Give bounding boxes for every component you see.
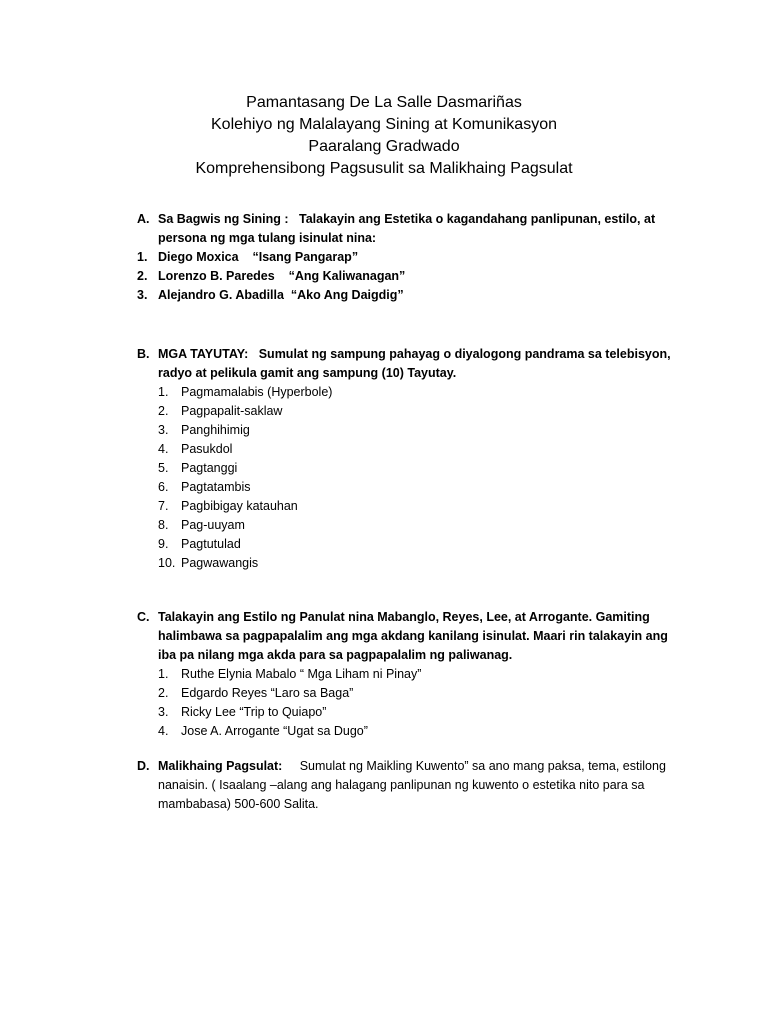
list-item: 7. Pagbibigay katauhan <box>158 499 298 513</box>
section-b-letter: B. <box>137 347 150 361</box>
list-item: 5. Pagtanggi <box>158 461 238 475</box>
list-item: 4. Pasukdol <box>158 442 233 456</box>
list-item: 1. Pagmamalabis (Hyperbole) <box>158 385 333 399</box>
list-item: 3. Alejandro G. Abadilla “Ako Ang Daigdig” <box>137 288 404 302</box>
list-item: 8. Pag-uuyam <box>158 518 245 532</box>
section-b-title: MGA TAYUTAY: <box>158 347 249 361</box>
section-a-title: Sa Bagwis ng Sining : <box>158 212 289 226</box>
university-name: Pamantasang De La Salle Dasmariñas <box>246 94 522 111</box>
list-item: 2. Pagpapalit-saklaw <box>158 404 283 418</box>
section-d <box>137 757 682 814</box>
document-header <box>0 92 768 180</box>
section-a-list <box>137 248 682 305</box>
list-item: 2. Edgardo Reyes “Laro sa Baga” <box>158 686 354 700</box>
section-d-text: Sumulat ng Maikling Kuwento” sa ano mang paksa, tema, estilong nanaisin. ( Isaalang –alang ang halagang panlipunan ng kuwento o estetika nito para sa mambabasa) 500-600 Salita. <box>158 759 666 811</box>
list-item: 4. Jose A. Arrogante “Ugat sa Dugo” <box>158 724 368 738</box>
list-item: 10. Pagwawangis <box>158 556 259 570</box>
section-d-letter: D. <box>137 759 150 773</box>
section-b <box>137 345 682 573</box>
section-b-text: Sumulat ng sampung pahayag o diyalogong pandrama sa telebisyon, radyo at pelikula gamit ang sampung (10) Tayutay. <box>158 347 671 380</box>
section-c <box>137 608 682 741</box>
list-item: 9. Pagtutulad <box>158 537 241 551</box>
authors-list <box>137 665 682 741</box>
list-item: 1. Ruthe Elynia Mabalo “ Mga Liham ni Pinay” <box>158 667 422 681</box>
college-name: Kolehiyo ng Malalayang Sining at Komunikasyon <box>211 116 557 133</box>
section-c-text: Talakayin ang Estilo ng Panulat nina Mabanglo, Reyes, Lee, at Arrogante. Gamiting halimbawa sa pagpapalalim ang mga akdang kanilang isinulat. Maari rin talakayin ang iba pa nilang mga akda para sa pagpapalalim ng paliwanag. <box>158 610 668 662</box>
section-a-text: Talakayin ang Estetika o kagandahang panlipunan, estilo, at persona ng mga tulang isinulat nina: <box>158 212 656 245</box>
section-d-title: Malikhaing Pagsulat: <box>158 759 283 773</box>
section-c-letter: C. <box>137 610 150 624</box>
list-item: 2. Lorenzo B. Paredes “Ang Kaliwanagan” <box>137 269 406 283</box>
exam-title: Komprehensibong Pagsusulit sa Malikhaing Pagsulat <box>195 160 573 177</box>
list-item: 1. Diego Moxica “Isang Pangarap” <box>137 250 359 264</box>
list-item: 3. Panghihimig <box>158 423 250 437</box>
list-item: 3. Ricky Lee “Trip to Quiapo” <box>158 705 327 719</box>
school-name: Paaralang Gradwado <box>308 138 460 155</box>
section-a-letter: A. <box>137 212 150 226</box>
section-a <box>137 210 682 305</box>
list-item: 6. Pagtatambis <box>158 480 251 494</box>
tayutay-list <box>137 383 682 573</box>
